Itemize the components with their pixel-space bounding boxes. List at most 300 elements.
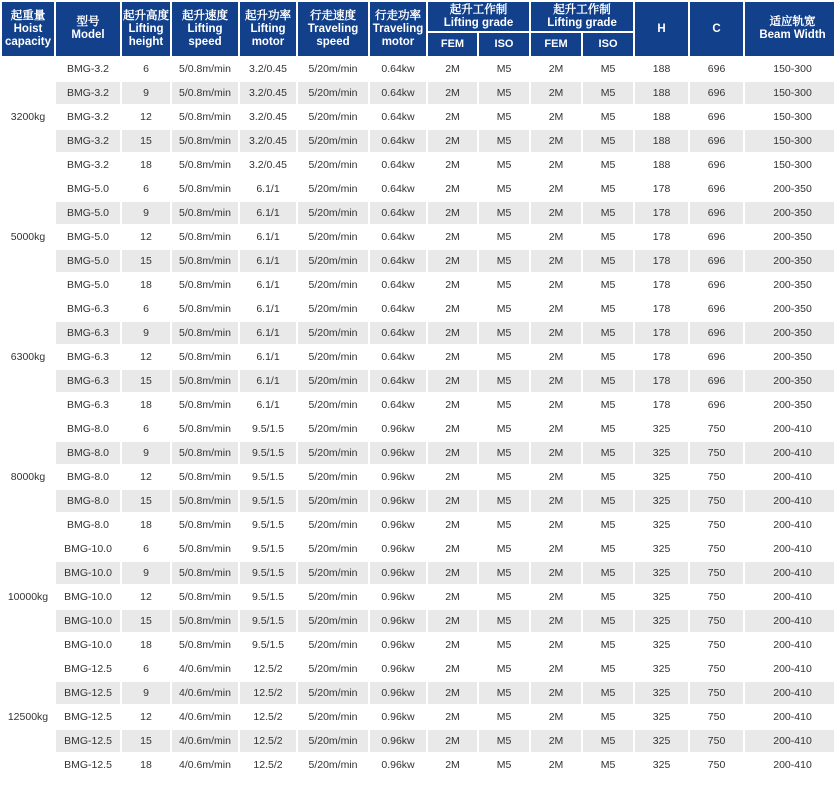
traveling-speed-cell: 5/20m/min — [298, 442, 368, 464]
fem-cell: 2M — [428, 658, 477, 680]
table-row — [2, 298, 834, 320]
traveling-motor-cell: 0.96kw — [370, 610, 426, 632]
iso-cell: M5 — [479, 82, 529, 104]
c-cell: 696 — [690, 394, 743, 416]
lifting-height-cell: 6 — [122, 538, 170, 560]
beam-width-cell: 200-410 — [745, 418, 834, 440]
h-cell: 325 — [635, 586, 688, 608]
model-cell: BMG-6.3 — [56, 322, 120, 344]
traveling-motor-cell: 0.96kw — [370, 418, 426, 440]
fem-cell: 2M — [531, 586, 581, 608]
header-capacity: 起重量 Hoist capacity — [2, 2, 54, 56]
h-cell: 325 — [635, 754, 688, 776]
traveling-speed-cell: 5/20m/min — [298, 490, 368, 512]
traveling-speed-cell: 5/20m/min — [298, 82, 368, 104]
traveling-motor-cell: 0.96kw — [370, 466, 426, 488]
header-iso-2: ISO — [583, 33, 633, 56]
c-cell: 750 — [690, 610, 743, 632]
fem-cell: 2M — [531, 250, 581, 272]
lifting-speed-cell: 4/0.6m/min — [172, 658, 238, 680]
model-cell: BMG-10.0 — [56, 538, 120, 560]
lifting-height-cell: 15 — [122, 370, 170, 392]
table-row — [2, 370, 834, 392]
lifting-speed-cell: 5/0.8m/min — [172, 202, 238, 224]
traveling-motor-cell: 0.96kw — [370, 658, 426, 680]
header-fem-1: FEM — [428, 33, 477, 56]
iso-cell: M5 — [583, 658, 633, 680]
beam-width-cell: 150-300 — [745, 82, 834, 104]
fem-cell: 2M — [531, 106, 581, 128]
iso-cell: M5 — [583, 58, 633, 80]
c-cell: 750 — [690, 682, 743, 704]
lifting-speed-cell: 5/0.8m/min — [172, 322, 238, 344]
fem-cell: 2M — [531, 658, 581, 680]
traveling-speed-cell: 5/20m/min — [298, 226, 368, 248]
traveling-speed-cell: 5/20m/min — [298, 394, 368, 416]
table-row — [2, 322, 834, 344]
model-cell: BMG-12.5 — [56, 658, 120, 680]
traveling-speed-cell: 5/20m/min — [298, 730, 368, 752]
iso-cell: M5 — [583, 418, 633, 440]
fem-cell: 2M — [428, 490, 477, 512]
fem-cell: 2M — [531, 82, 581, 104]
traveling-motor-cell: 0.64kw — [370, 202, 426, 224]
c-cell: 696 — [690, 274, 743, 296]
model-cell: BMG-5.0 — [56, 202, 120, 224]
model-cell: BMG-8.0 — [56, 418, 120, 440]
beam-width-cell: 200-410 — [745, 466, 834, 488]
iso-cell: M5 — [583, 82, 633, 104]
header-lifting-speed: 起升速度 Lifting speed — [172, 2, 238, 56]
header-lifting-motor: 起升功率 Lifting motor — [240, 2, 296, 56]
traveling-motor-cell: 0.96kw — [370, 586, 426, 608]
beam-width-cell: 200-350 — [745, 346, 834, 368]
fem-cell: 2M — [531, 730, 581, 752]
iso-cell: M5 — [479, 178, 529, 200]
lifting-height-cell: 6 — [122, 298, 170, 320]
model-cell: BMG-12.5 — [56, 682, 120, 704]
lifting-motor-cell: 3.2/0.45 — [240, 58, 296, 80]
lifting-motor-cell: 9.5/1.5 — [240, 562, 296, 584]
iso-cell: M5 — [479, 202, 529, 224]
h-cell: 178 — [635, 346, 688, 368]
lifting-speed-cell: 5/0.8m/min — [172, 250, 238, 272]
iso-cell: M5 — [479, 538, 529, 560]
lifting-speed-cell: 5/0.8m/min — [172, 418, 238, 440]
iso-cell: M5 — [583, 394, 633, 416]
lifting-speed-cell: 5/0.8m/min — [172, 370, 238, 392]
iso-cell: M5 — [479, 706, 529, 728]
fem-cell: 2M — [531, 274, 581, 296]
fem-cell: 2M — [531, 706, 581, 728]
c-cell: 750 — [690, 562, 743, 584]
fem-cell: 2M — [531, 610, 581, 632]
fem-cell: 2M — [428, 562, 477, 584]
model-cell: BMG-5.0 — [56, 250, 120, 272]
iso-cell: M5 — [583, 370, 633, 392]
beam-width-cell: 200-410 — [745, 730, 834, 752]
beam-width-cell: 200-410 — [745, 682, 834, 704]
table-row — [2, 682, 834, 704]
beam-width-cell: 150-300 — [745, 130, 834, 152]
beam-width-cell: 200-410 — [745, 538, 834, 560]
fem-cell: 2M — [531, 754, 581, 776]
lifting-height-cell: 9 — [122, 322, 170, 344]
iso-cell: M5 — [583, 562, 633, 584]
beam-width-cell: 200-410 — [745, 706, 834, 728]
lifting-speed-cell: 5/0.8m/min — [172, 106, 238, 128]
iso-cell: M5 — [583, 202, 633, 224]
fem-cell: 2M — [428, 466, 477, 488]
lifting-motor-cell: 6.1/1 — [240, 226, 296, 248]
lifting-motor-cell: 12.5/2 — [240, 706, 296, 728]
model-cell: BMG-3.2 — [56, 154, 120, 176]
fem-cell: 2M — [531, 154, 581, 176]
traveling-speed-cell: 5/20m/min — [298, 754, 368, 776]
model-cell: BMG-3.2 — [56, 130, 120, 152]
traveling-speed-cell: 5/20m/min — [298, 154, 368, 176]
model-cell: BMG-12.5 — [56, 706, 120, 728]
beam-width-cell: 200-350 — [745, 178, 834, 200]
traveling-speed-cell: 5/20m/min — [298, 418, 368, 440]
iso-cell: M5 — [479, 58, 529, 80]
header-h: H — [635, 2, 688, 56]
h-cell: 188 — [635, 130, 688, 152]
fem-cell: 2M — [531, 418, 581, 440]
fem-cell: 2M — [428, 730, 477, 752]
h-cell: 188 — [635, 82, 688, 104]
fem-cell: 2M — [531, 490, 581, 512]
table-row — [2, 706, 834, 728]
traveling-speed-cell: 5/20m/min — [298, 322, 368, 344]
traveling-speed-cell: 5/20m/min — [298, 586, 368, 608]
table-row — [2, 754, 834, 776]
fem-cell: 2M — [428, 394, 477, 416]
table-row — [2, 562, 834, 584]
model-cell: BMG-8.0 — [56, 466, 120, 488]
model-cell: BMG-5.0 — [56, 226, 120, 248]
lifting-motor-cell: 9.5/1.5 — [240, 418, 296, 440]
table-row — [2, 274, 834, 296]
traveling-motor-cell: 0.96kw — [370, 442, 426, 464]
lifting-height-cell: 9 — [122, 82, 170, 104]
iso-cell: M5 — [583, 634, 633, 656]
h-cell: 325 — [635, 610, 688, 632]
iso-cell: M5 — [583, 730, 633, 752]
capacity-cell: 6300kg — [2, 298, 54, 416]
iso-cell: M5 — [479, 682, 529, 704]
lifting-motor-cell: 9.5/1.5 — [240, 634, 296, 656]
fem-cell: 2M — [531, 682, 581, 704]
traveling-speed-cell: 5/20m/min — [298, 130, 368, 152]
traveling-motor-cell: 0.64kw — [370, 346, 426, 368]
h-cell: 325 — [635, 490, 688, 512]
traveling-speed-cell: 5/20m/min — [298, 106, 368, 128]
iso-cell: M5 — [583, 250, 633, 272]
lifting-speed-cell: 4/0.6m/min — [172, 730, 238, 752]
traveling-motor-cell: 0.96kw — [370, 538, 426, 560]
fem-cell: 2M — [428, 130, 477, 152]
h-cell: 178 — [635, 322, 688, 344]
lifting-height-cell: 15 — [122, 250, 170, 272]
fem-cell: 2M — [531, 634, 581, 656]
iso-cell: M5 — [583, 442, 633, 464]
fem-cell: 2M — [531, 346, 581, 368]
lifting-height-cell: 18 — [122, 634, 170, 656]
c-cell: 750 — [690, 418, 743, 440]
lifting-speed-cell: 5/0.8m/min — [172, 274, 238, 296]
iso-cell: M5 — [583, 490, 633, 512]
iso-cell: M5 — [479, 658, 529, 680]
table-row — [2, 58, 834, 80]
lifting-height-cell: 18 — [122, 754, 170, 776]
lifting-motor-cell: 9.5/1.5 — [240, 490, 296, 512]
beam-width-cell: 200-350 — [745, 250, 834, 272]
table-row — [2, 442, 834, 464]
beam-width-cell: 200-350 — [745, 274, 834, 296]
iso-cell: M5 — [583, 610, 633, 632]
c-cell: 696 — [690, 58, 743, 80]
h-cell: 178 — [635, 178, 688, 200]
traveling-motor-cell: 0.64kw — [370, 250, 426, 272]
traveling-motor-cell: 0.64kw — [370, 370, 426, 392]
h-cell: 325 — [635, 562, 688, 584]
h-cell: 325 — [635, 442, 688, 464]
table-row — [2, 586, 834, 608]
model-cell: BMG-6.3 — [56, 394, 120, 416]
c-cell: 750 — [690, 466, 743, 488]
fem-cell: 2M — [531, 226, 581, 248]
traveling-speed-cell: 5/20m/min — [298, 562, 368, 584]
traveling-motor-cell: 0.96kw — [370, 706, 426, 728]
h-cell: 188 — [635, 58, 688, 80]
iso-cell: M5 — [583, 226, 633, 248]
fem-cell: 2M — [428, 754, 477, 776]
lifting-motor-cell: 9.5/1.5 — [240, 610, 296, 632]
beam-width-cell: 200-410 — [745, 562, 834, 584]
table-row — [2, 394, 834, 416]
lifting-motor-cell: 9.5/1.5 — [240, 586, 296, 608]
fem-cell: 2M — [531, 202, 581, 224]
lifting-speed-cell: 5/0.8m/min — [172, 610, 238, 632]
traveling-motor-cell: 0.96kw — [370, 730, 426, 752]
c-cell: 750 — [690, 538, 743, 560]
iso-cell: M5 — [479, 514, 529, 536]
c-cell: 696 — [690, 178, 743, 200]
beam-width-cell: 150-300 — [745, 106, 834, 128]
lifting-motor-cell: 12.5/2 — [240, 730, 296, 752]
lifting-speed-cell: 5/0.8m/min — [172, 514, 238, 536]
capacity-cell: 5000kg — [2, 178, 54, 296]
iso-cell: M5 — [583, 754, 633, 776]
h-cell: 325 — [635, 634, 688, 656]
table-body — [2, 58, 834, 776]
table-row — [2, 490, 834, 512]
iso-cell: M5 — [479, 346, 529, 368]
header-lifting-grade-2: 起升工作制 Lifting grade — [531, 2, 633, 31]
table-row — [2, 226, 834, 248]
fem-cell: 2M — [428, 346, 477, 368]
lifting-motor-cell: 12.5/2 — [240, 682, 296, 704]
h-cell: 325 — [635, 682, 688, 704]
model-cell: BMG-5.0 — [56, 274, 120, 296]
c-cell: 750 — [690, 490, 743, 512]
beam-width-cell: 200-410 — [745, 658, 834, 680]
traveling-motor-cell: 0.96kw — [370, 754, 426, 776]
c-cell: 696 — [690, 82, 743, 104]
lifting-speed-cell: 4/0.6m/min — [172, 706, 238, 728]
traveling-motor-cell: 0.64kw — [370, 106, 426, 128]
model-cell: BMG-6.3 — [56, 298, 120, 320]
fem-cell: 2M — [428, 322, 477, 344]
traveling-speed-cell: 5/20m/min — [298, 346, 368, 368]
header-traveling-motor: 行走功率 Traveling motor — [370, 2, 426, 56]
fem-cell: 2M — [428, 418, 477, 440]
lifting-height-cell: 9 — [122, 562, 170, 584]
traveling-speed-cell: 5/20m/min — [298, 370, 368, 392]
lifting-speed-cell: 5/0.8m/min — [172, 178, 238, 200]
header-fem-2: FEM — [531, 33, 581, 56]
header-iso-1: ISO — [479, 33, 529, 56]
traveling-speed-cell: 5/20m/min — [298, 538, 368, 560]
c-cell: 696 — [690, 226, 743, 248]
header-traveling-speed: 行走速度 Traveling speed — [298, 2, 368, 56]
lifting-height-cell: 15 — [122, 490, 170, 512]
fem-cell: 2M — [428, 226, 477, 248]
c-cell: 696 — [690, 154, 743, 176]
traveling-motor-cell: 0.64kw — [370, 274, 426, 296]
fem-cell: 2M — [531, 466, 581, 488]
traveling-motor-cell: 0.96kw — [370, 562, 426, 584]
iso-cell: M5 — [479, 250, 529, 272]
h-cell: 325 — [635, 538, 688, 560]
fem-cell: 2M — [531, 298, 581, 320]
table-row — [2, 202, 834, 224]
header-c: C — [690, 2, 743, 56]
table-row — [2, 466, 834, 488]
iso-cell: M5 — [583, 346, 633, 368]
lifting-speed-cell: 5/0.8m/min — [172, 82, 238, 104]
lifting-height-cell: 18 — [122, 154, 170, 176]
lifting-speed-cell: 5/0.8m/min — [172, 226, 238, 248]
fem-cell: 2M — [428, 58, 477, 80]
h-cell: 188 — [635, 106, 688, 128]
capacity-cell: 8000kg — [2, 418, 54, 536]
lifting-height-cell: 9 — [122, 682, 170, 704]
c-cell: 696 — [690, 346, 743, 368]
c-cell: 750 — [690, 442, 743, 464]
traveling-motor-cell: 0.96kw — [370, 514, 426, 536]
iso-cell: M5 — [479, 586, 529, 608]
fem-cell: 2M — [531, 178, 581, 200]
iso-cell: M5 — [479, 274, 529, 296]
model-cell: BMG-12.5 — [56, 730, 120, 752]
h-cell: 325 — [635, 730, 688, 752]
lifting-speed-cell: 5/0.8m/min — [172, 538, 238, 560]
iso-cell: M5 — [479, 130, 529, 152]
lifting-speed-cell: 5/0.8m/min — [172, 346, 238, 368]
model-cell: BMG-10.0 — [56, 586, 120, 608]
beam-width-cell: 200-350 — [745, 394, 834, 416]
table-row — [2, 130, 834, 152]
iso-cell: M5 — [479, 442, 529, 464]
iso-cell: M5 — [479, 370, 529, 392]
beam-width-cell: 200-410 — [745, 442, 834, 464]
lifting-height-cell: 18 — [122, 274, 170, 296]
fem-cell: 2M — [428, 106, 477, 128]
c-cell: 750 — [690, 634, 743, 656]
lifting-height-cell: 15 — [122, 130, 170, 152]
fem-cell: 2M — [428, 682, 477, 704]
lifting-speed-cell: 5/0.8m/min — [172, 58, 238, 80]
iso-cell: M5 — [583, 586, 633, 608]
lifting-height-cell: 18 — [122, 514, 170, 536]
beam-width-cell: 200-410 — [745, 754, 834, 776]
capacity-cell: 12500kg — [2, 658, 54, 776]
lifting-speed-cell: 5/0.8m/min — [172, 466, 238, 488]
header-model: 型号 Model — [56, 2, 120, 56]
lifting-height-cell: 9 — [122, 442, 170, 464]
table-row — [2, 658, 834, 680]
beam-width-cell: 150-300 — [745, 154, 834, 176]
lifting-height-cell: 18 — [122, 394, 170, 416]
fem-cell: 2M — [428, 250, 477, 272]
fem-cell: 2M — [428, 82, 477, 104]
lifting-motor-cell: 6.1/1 — [240, 394, 296, 416]
model-cell: BMG-8.0 — [56, 442, 120, 464]
fem-cell: 2M — [428, 610, 477, 632]
iso-cell: M5 — [479, 394, 529, 416]
lifting-speed-cell: 5/0.8m/min — [172, 298, 238, 320]
fem-cell: 2M — [428, 178, 477, 200]
beam-width-cell: 200-350 — [745, 298, 834, 320]
traveling-speed-cell: 5/20m/min — [298, 178, 368, 200]
table-row — [2, 730, 834, 752]
lifting-speed-cell: 5/0.8m/min — [172, 586, 238, 608]
fem-cell: 2M — [428, 202, 477, 224]
traveling-speed-cell: 5/20m/min — [298, 610, 368, 632]
table-row — [2, 154, 834, 176]
iso-cell: M5 — [479, 634, 529, 656]
capacity-cell: 10000kg — [2, 538, 54, 656]
lifting-height-cell: 9 — [122, 202, 170, 224]
capacity-cell: 3200kg — [2, 58, 54, 176]
lifting-motor-cell: 9.5/1.5 — [240, 466, 296, 488]
traveling-speed-cell: 5/20m/min — [298, 514, 368, 536]
fem-cell: 2M — [428, 154, 477, 176]
iso-cell: M5 — [479, 490, 529, 512]
model-cell: BMG-8.0 — [56, 490, 120, 512]
c-cell: 750 — [690, 658, 743, 680]
traveling-motor-cell: 0.64kw — [370, 394, 426, 416]
iso-cell: M5 — [583, 322, 633, 344]
h-cell: 325 — [635, 514, 688, 536]
lifting-motor-cell: 6.1/1 — [240, 298, 296, 320]
lifting-motor-cell: 3.2/0.45 — [240, 82, 296, 104]
fem-cell: 2M — [428, 634, 477, 656]
model-cell: BMG-3.2 — [56, 58, 120, 80]
lifting-motor-cell: 6.1/1 — [240, 370, 296, 392]
lifting-motor-cell: 3.2/0.45 — [240, 154, 296, 176]
iso-cell: M5 — [479, 298, 529, 320]
h-cell: 325 — [635, 658, 688, 680]
table-row — [2, 610, 834, 632]
traveling-motor-cell: 0.64kw — [370, 58, 426, 80]
model-cell: BMG-10.0 — [56, 562, 120, 584]
beam-width-cell: 200-410 — [745, 610, 834, 632]
lifting-speed-cell: 5/0.8m/min — [172, 130, 238, 152]
beam-width-cell: 200-350 — [745, 226, 834, 248]
